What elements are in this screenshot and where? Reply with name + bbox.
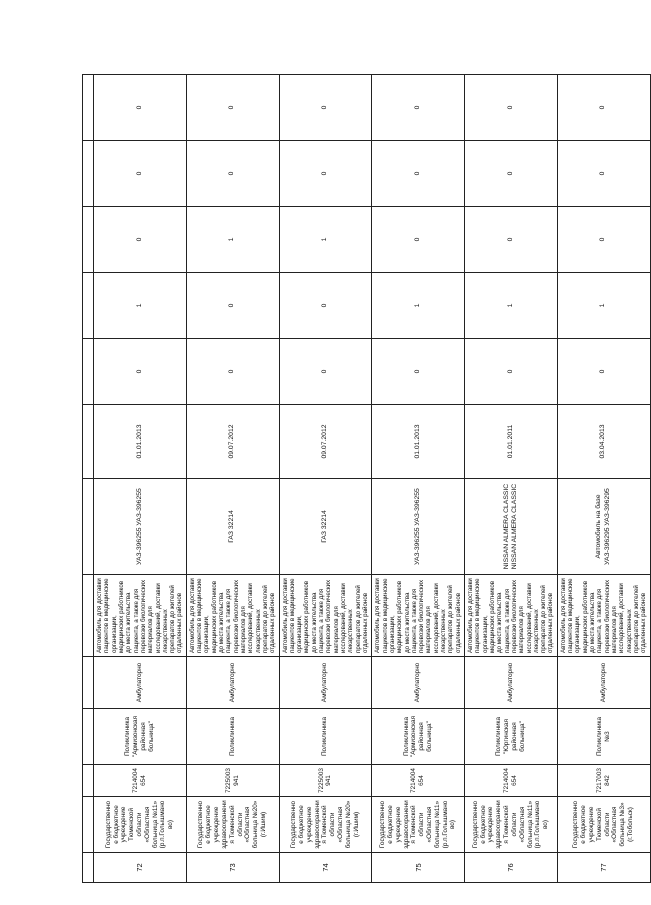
- row-number: 73: [186, 853, 279, 883]
- care-type: Амбулаторно: [94, 657, 187, 709]
- value-cell: 0: [372, 141, 465, 207]
- vehicle-purpose: Автомобиль для доставки пациентов в медицинские организации, медицинских работников до места жительства пациента, а также для перевозки биологических материалов для исследований, доставки лекарственных препаратов до жителей отдаленных районов: [94, 575, 187, 657]
- organization-name: Государственное бюджетное учреждение здравоохранения Тюменской области «Областная больница №20» (г.Ишим): [279, 797, 372, 853]
- header-cell: [83, 479, 94, 575]
- care-type: Амбулаторно: [557, 657, 650, 709]
- vehicle-date: 01.01.2013: [94, 405, 187, 479]
- value-cell: 0: [186, 141, 279, 207]
- value-cell: 0: [465, 339, 558, 405]
- inn-code: 7225003941: [279, 765, 372, 797]
- inn-code: 7214004654: [465, 765, 558, 797]
- vehicle-purpose: Автомобиль для доставки пациентов в медицинские организации, медицинских работников до места жительства пациента, а также для перевозки биологических материалов для исследований, доставки лекарственных препаратов до жителей отдаленных районов: [465, 575, 558, 657]
- value-cell: 0: [557, 141, 650, 207]
- table-row: [557, 75, 650, 883]
- vehicles-table: [82, 74, 651, 883]
- row-number: 76: [465, 853, 558, 883]
- value-cell: 0: [279, 273, 372, 339]
- organization-name: Государственное бюджетное учреждение Тюменской области «Областная больница №11» (р.п.Голышманово): [94, 797, 187, 853]
- value-cell: 1: [279, 207, 372, 273]
- value-cell: 0: [186, 273, 279, 339]
- vehicle-model: УАЗ-396255 УАЗ-396255: [94, 479, 187, 575]
- organization-name: Государственное бюджетное учреждение Тюменской области «Областная больница №3» (г.Тобольск): [557, 797, 650, 853]
- table-header-row: [83, 75, 94, 883]
- value-cell: 0: [94, 207, 187, 273]
- vehicle-date: 09.07.2012: [279, 405, 372, 479]
- header-cell: [83, 575, 94, 657]
- value-cell: 0: [94, 141, 187, 207]
- row-number: 74: [279, 853, 372, 883]
- vehicle-date: 01.01.2013: [372, 405, 465, 479]
- unit-name: Поликлиника "Армизонская районная больница": [372, 709, 465, 765]
- header-cell: [83, 765, 94, 797]
- unit-name: Поликлиника: [186, 709, 279, 765]
- vehicle-model: ГАЗ 32214: [186, 479, 279, 575]
- header-cell: [83, 75, 94, 141]
- header-cell: [83, 797, 94, 853]
- value-cell: 1: [372, 273, 465, 339]
- unit-name: Поликлиника "Юргинская районная больница": [465, 709, 558, 765]
- vehicle-model: Автомобиль на базе УАЗ-396295 УАЗ-396295: [557, 479, 650, 575]
- vehicle-purpose: Автомобиль для доставки пациентов в медицинские организации, медицинских работников до места жительства пациента, а также для перевозки биологических материалов для исследований, доставки лекарственных препаратов до жителей отдаленных районов: [186, 575, 279, 657]
- vehicle-model: NISSAN ALMERA CLASSIC NISSAN ALMERA CLASSIC: [465, 479, 558, 575]
- value-cell: 0: [279, 141, 372, 207]
- table-row: [372, 75, 465, 883]
- row-number: 75: [372, 853, 465, 883]
- row-number: 77: [557, 853, 650, 883]
- header-cell: [83, 207, 94, 273]
- organization-name: Государственное бюджетное учреждение здравоохранения Тюменской области «Областная больница №20» (г.Ишим): [186, 797, 279, 853]
- care-type: Амбулаторно: [372, 657, 465, 709]
- value-cell: 0: [465, 207, 558, 273]
- vehicle-purpose: Автомобиль для доставки пациентов в медицинские организации, медицинских работников до места жительства пациента, а также для перевозки биологических материалов для исследований, доставки лекарственных препаратов до жителей отдаленных районов: [372, 575, 465, 657]
- value-cell: 0: [372, 75, 465, 141]
- inn-code: 7214004654: [372, 765, 465, 797]
- header-cell: [83, 657, 94, 709]
- value-cell: 0: [279, 339, 372, 405]
- value-cell: 0: [465, 75, 558, 141]
- unit-name: Поликлиника №3: [557, 709, 650, 765]
- value-cell: 0: [186, 75, 279, 141]
- inn-code: 7214004654: [94, 765, 187, 797]
- unit-name: Поликлиника: [279, 709, 372, 765]
- vehicle-purpose: Автомобиль для доставки пациентов в медицинские организации, медицинских работников до места жительства пациента, а также для перевозки биологических материалов для исследований, доставки лекарственных препаратов до жителей отдаленных районов: [279, 575, 372, 657]
- table-row: [186, 75, 279, 883]
- value-cell: 0: [465, 141, 558, 207]
- care-type: Амбулаторно: [186, 657, 279, 709]
- vehicle-model: ГАЗ 32214: [279, 479, 372, 575]
- value-cell: 0: [372, 339, 465, 405]
- table-row: [94, 75, 187, 883]
- value-cell: 0: [94, 339, 187, 405]
- value-cell: 1: [94, 273, 187, 339]
- table-row: [279, 75, 372, 883]
- value-cell: 0: [372, 207, 465, 273]
- value-cell: 0: [186, 339, 279, 405]
- rotated-table-container: [82, 75, 648, 883]
- header-cell: [83, 273, 94, 339]
- inn-code: 7225003941: [186, 765, 279, 797]
- organization-name: Государственное бюджетное учреждение здравоохранения Тюменской области «Областная больница №11» (р.п.Голышманово): [465, 797, 558, 853]
- header-cell: [83, 709, 94, 765]
- care-type: Амбулаторно: [465, 657, 558, 709]
- row-number: 72: [94, 853, 187, 883]
- value-cell: 0: [557, 207, 650, 273]
- table-row: [465, 75, 558, 883]
- header-cell: [83, 405, 94, 479]
- inn-code: 7217003842: [557, 765, 650, 797]
- value-cell: 1: [465, 273, 558, 339]
- unit-name: Поликлиника "Армизонская районная больница": [94, 709, 187, 765]
- vehicle-date: 01.01.2011: [465, 405, 558, 479]
- header-cell: [83, 853, 94, 883]
- care-type: Амбулаторно: [279, 657, 372, 709]
- value-cell: 0: [557, 339, 650, 405]
- vehicle-date: 09.07.2012: [186, 405, 279, 479]
- value-cell: 1: [557, 273, 650, 339]
- vehicle-model: УАЗ-396255 УАЗ-396255: [372, 479, 465, 575]
- value-cell: 0: [279, 75, 372, 141]
- value-cell: 0: [94, 75, 187, 141]
- header-cell: [83, 141, 94, 207]
- organization-name: Государственное бюджетное учреждение здравоохранения Тюменской области «Областная больница №11» (р.п.Голышманово): [372, 797, 465, 853]
- vehicle-date: 03.04.2013: [557, 405, 650, 479]
- value-cell: 1: [186, 207, 279, 273]
- vehicle-purpose: Автомобиль для доставки пациентов в медицинские организации, медицинских работников до места жительства пациента, а также для перевозки биологических материалов для исследований, доставки лекарственных препаратов до жителей отдаленных районов: [557, 575, 650, 657]
- header-cell: [83, 339, 94, 405]
- value-cell: 0: [557, 75, 650, 141]
